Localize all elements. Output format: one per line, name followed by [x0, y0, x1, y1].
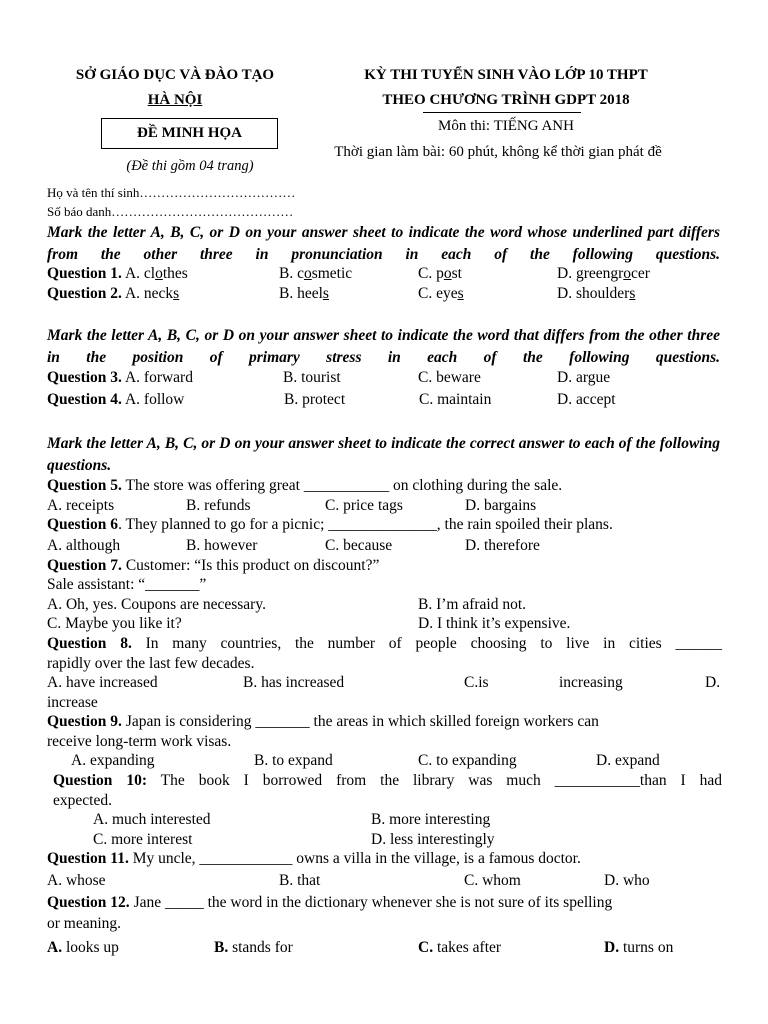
q2-b-underline: s	[322, 285, 329, 302]
q5-option-c: C. price tags	[325, 497, 403, 514]
q12-c-letter: C.	[418, 939, 434, 956]
question-11-text: My uncle, ____________ owns a villa in the village, is a famous doctor.	[128, 850, 581, 867]
question-2-label: Question 2.	[47, 285, 122, 302]
q12-c-text: takes after	[433, 939, 502, 956]
q3-option-d: D. argue	[557, 369, 611, 386]
q1-c-text: C. p	[418, 265, 444, 282]
q8-option-c-part1: C.is	[464, 674, 489, 691]
candidate-name-line: Họ và tên thí sinh………………………………	[47, 185, 296, 200]
exam-duration: Thời gian làm bài: 60 phút, không kể thời gian phát đề	[334, 144, 662, 160]
q12-option-a	[47, 939, 119, 957]
exam-program: THEO CHƯƠNG TRÌNH GDPT 2018	[382, 92, 630, 108]
section-1-instruction: Mark the letter A, B, C, or D on your answer sheet to indicate the word whose underlined part differs from the other three in pronunciation in each of the following questions.	[47, 224, 720, 263]
q1-a-text: A. cl	[124, 265, 156, 282]
q7-option-b: B. I’m afraid not.	[418, 596, 527, 613]
question-1	[47, 265, 188, 283]
question-12-label: Question 12.	[47, 894, 130, 911]
q8-option-d-part1: D.	[705, 674, 721, 691]
q3-option-c: C. beware	[418, 369, 481, 386]
q2-a-text: A. neck	[124, 285, 174, 302]
page-count-note: (Đề thi gồm 04 trang)	[126, 158, 254, 174]
question-9-line2: receive long-term work visas.	[47, 733, 232, 750]
question-12-line2: or meaning.	[47, 915, 122, 932]
question-5-label: Question 5.	[47, 477, 122, 494]
q12-d-letter: D.	[604, 939, 620, 956]
q12-option-b	[214, 939, 293, 957]
q12-b-letter: B.	[214, 939, 229, 956]
question-4	[47, 391, 184, 409]
exam-type-box	[101, 118, 278, 149]
q1-a-text2: thes	[162, 265, 188, 282]
section-3-instruction: Mark the letter A, B, C, or D on your answer sheet to indicate the correct answer to each of the following questions.	[47, 435, 720, 474]
q1-option-b	[279, 265, 352, 283]
q2-b-text: B. heel	[279, 285, 323, 302]
question-4-label: Question 4.	[47, 391, 122, 408]
question-8	[47, 635, 722, 653]
q1-a-underline: o	[155, 265, 163, 282]
q7-option-a: A. Oh, yes. Coupons are necessary.	[47, 596, 266, 613]
q2-a-underline: s	[173, 285, 180, 302]
question-12	[47, 894, 612, 912]
q6-option-a: A. although	[47, 537, 121, 554]
q1-b-text2: smetic	[311, 265, 353, 282]
city-name-text: HÀ NỘI	[147, 92, 203, 108]
q11-option-d: D. who	[604, 872, 650, 889]
question-8-line2: rapidly over the last few decades.	[47, 655, 255, 672]
q2-option-d	[557, 285, 635, 303]
q11-option-a: A. whose	[47, 872, 106, 889]
q9-option-b: B. to expand	[254, 752, 333, 769]
q8-option-d-part2: increase	[47, 694, 98, 711]
q1-c-text2: st	[451, 265, 462, 282]
q12-d-text: turns on	[619, 939, 674, 956]
question-6	[47, 516, 613, 534]
question-12-text: Jane _____ the word in the dictionary whenever she is not sure of its spelling	[129, 894, 613, 911]
q2-option-c	[418, 285, 464, 303]
q5-option-d: D. bargains	[465, 497, 537, 514]
q4-option-c: C. maintain	[419, 391, 492, 408]
q1-b-text: B. c	[279, 265, 304, 282]
question-7-text: Customer: “Is this product on discount?”	[121, 557, 380, 574]
q10-option-a: A. much interested	[93, 811, 211, 828]
q10-option-b: B. more interesting	[371, 811, 491, 828]
question-7	[47, 557, 379, 575]
q2-d-text: D. shoulder	[557, 285, 630, 302]
q2-d-underline: s	[629, 285, 636, 302]
q1-d-underline: o	[623, 265, 632, 282]
q6-option-b: B. however	[186, 537, 258, 554]
question-10-text: The book I borrowed from the library was much ___________than I had	[147, 772, 722, 789]
q5-option-a: A. receipts	[47, 497, 115, 514]
q1-option-c	[418, 265, 462, 283]
exam-title: KỲ THI TUYỂN SINH VÀO LỚP 10 THPT	[364, 67, 648, 83]
question-8-label: Question 8.	[47, 635, 132, 652]
q1-d-text: D. greengr	[557, 265, 624, 282]
exam-subject: Môn thi: TIẾNG ANH	[438, 118, 574, 134]
header-rule	[423, 112, 581, 113]
q9-option-c: C. to expanding	[418, 752, 517, 769]
q12-a-letter: A.	[47, 939, 63, 956]
exam-type-label: ĐỀ MINH HỌA	[137, 125, 242, 141]
q8-option-b: B. has increased	[243, 674, 345, 691]
q7-option-c: C. Maybe you like it?	[47, 615, 182, 632]
question-3	[47, 369, 193, 387]
question-3-label: Question 3.	[47, 369, 122, 386]
q1-option-a	[125, 265, 188, 282]
question-11	[47, 850, 581, 868]
q1-c-underline: o	[443, 265, 452, 282]
q3-option-a: A. forward	[124, 369, 193, 386]
question-10-line2: expected.	[53, 792, 112, 809]
q1-b-underline: o	[303, 265, 312, 282]
q8-option-c-part2: increasing	[559, 674, 623, 691]
question-9	[47, 713, 599, 731]
q6-option-d: D. therefore	[465, 537, 540, 554]
question-5-text: The store was offering great ___________ on clothing during the sale.	[121, 477, 563, 494]
q3-option-b: B. tourist	[283, 369, 341, 386]
question-5	[47, 477, 562, 495]
q4-option-a: A. follow	[124, 391, 185, 408]
q6-option-c: C. because	[325, 537, 393, 554]
q12-option-c	[418, 939, 501, 957]
q9-option-d: D. expand	[596, 752, 660, 769]
department-name: SỞ GIÁO DỤC VÀ ĐÀO TẠO	[75, 67, 275, 83]
question-1-label: Question 1.	[47, 265, 122, 282]
q4-option-b: B. protect	[284, 391, 346, 408]
question-9-label: Question 9.	[47, 713, 122, 730]
question-10	[53, 772, 722, 790]
q12-option-d	[604, 939, 673, 957]
q1-option-d	[557, 265, 650, 283]
question-2	[47, 285, 179, 303]
q8-option-a: A. have increased	[47, 674, 158, 691]
q9-option-a: A. expanding	[71, 752, 155, 769]
question-7-label: Question 7.	[47, 557, 122, 574]
candidate-number-line: Số báo danh……………………………………	[47, 204, 294, 219]
q10-option-d: D. less interestingly	[371, 831, 495, 848]
section-2-instruction: Mark the letter A, B, C, or D on your answer sheet to indicate the word that differs from the other three in the position of primary stress in each of the following questions.	[47, 327, 720, 366]
question-8-text: In many countries, the number of people choosing to live in cities ______	[131, 635, 722, 652]
question-6-label: Question 6	[47, 516, 119, 533]
q11-option-b: B. that	[279, 872, 321, 889]
q7-option-d: D. I think it’s expensive.	[418, 615, 571, 632]
q4-option-d: D. accept	[557, 391, 616, 408]
question-7-line2: Sale assistant: “_______”	[47, 576, 207, 593]
q2-option-b	[279, 285, 329, 303]
q2-c-underline: s	[457, 285, 464, 302]
city-name	[50, 92, 300, 109]
q2-c-text: C. eye	[418, 285, 458, 302]
question-9-text: Japan is considering _______ the areas in which skilled foreign workers can	[121, 713, 599, 730]
q11-option-c: C. whom	[464, 872, 521, 889]
q10-option-c: C. more interest	[93, 831, 193, 848]
q12-a-text: looks up	[62, 939, 119, 956]
question-11-label: Question 11.	[47, 850, 129, 867]
question-10-label: Question 10:	[53, 772, 148, 789]
question-6-text: . They planned to go for a picnic; ______________, the rain spoiled their plans.	[118, 516, 613, 533]
q1-d-text2: cer	[631, 265, 650, 282]
q5-option-b: B. refunds	[186, 497, 251, 514]
q12-b-text: stands for	[228, 939, 293, 956]
